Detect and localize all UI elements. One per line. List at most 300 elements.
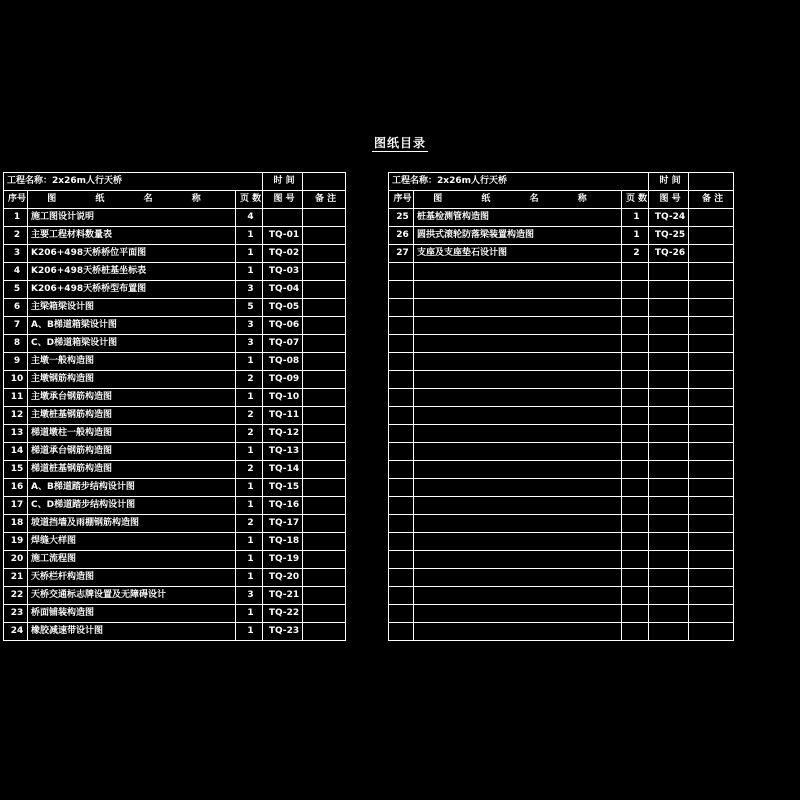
row-remarks [303,479,346,497]
row-seq [389,299,414,317]
row-drawing-no [649,623,689,641]
row-drawing-name: 主墩桩基钢筋构造图 [28,407,236,425]
row-seq [389,551,414,569]
row-drawing-name [414,335,622,353]
row-remarks [689,569,734,587]
row-pages: 1 [236,479,263,497]
row-drawing-name [414,461,622,479]
table-row [389,479,734,497]
row-pages: 1 [236,389,263,407]
row-drawing-name [414,353,622,371]
table-row [4,515,346,533]
row-drawing-no [649,533,689,551]
row-seq: 2 [4,227,28,245]
table-row [4,227,346,245]
row-seq: 16 [4,479,28,497]
table-row [389,497,734,515]
row-drawing-no [649,497,689,515]
row-pages [622,281,649,299]
table-row [4,569,346,587]
row-remarks [689,209,734,227]
row-pages: 2 [622,245,649,263]
table-row [389,407,734,425]
page-title: 图纸目录 [373,136,426,150]
table-row [4,281,346,299]
row-remarks [689,227,734,245]
row-drawing-name [414,533,622,551]
row-drawing-no [649,407,689,425]
row-seq [389,479,414,497]
row-drawing-no [649,515,689,533]
row-drawing-no [649,281,689,299]
row-drawing-name: 主墩承台钢筋构造图 [28,389,236,407]
row-remarks [689,299,734,317]
header-seq: 序号 [4,191,28,209]
row-remarks [303,569,346,587]
table-row [4,407,346,425]
row-remarks [303,353,346,371]
row-pages [622,371,649,389]
header-pages: 页 数 [236,191,263,209]
table-row [4,245,346,263]
row-remarks [303,371,346,389]
drawing-index-table-left [3,172,346,641]
row-remarks [689,317,734,335]
row-seq [389,569,414,587]
row-drawing-no [649,443,689,461]
row-remarks [303,299,346,317]
row-remarks [303,209,346,227]
row-drawing-name: 天桥交通标志牌设置及无障碍设计 [28,587,236,605]
row-drawing-no [649,299,689,317]
row-pages [622,389,649,407]
table-row [4,587,346,605]
row-pages [622,443,649,461]
row-pages: 1 [236,605,263,623]
row-drawing-no: TQ-01 [263,227,303,245]
table-row [389,245,734,263]
row-drawing-no [649,479,689,497]
row-drawing-no: TQ-08 [263,353,303,371]
row-seq [389,425,414,443]
header-pages: 页 数 [622,191,649,209]
row-pages: 4 [236,209,263,227]
table-row [389,623,734,641]
row-seq: 14 [4,443,28,461]
row-seq [389,389,414,407]
row-seq: 9 [4,353,28,371]
row-drawing-name: 支座及支座垫石设计图 [414,245,622,263]
row-drawing-name [414,497,622,515]
row-drawing-no: TQ-22 [263,605,303,623]
table-row [389,443,734,461]
row-seq [389,443,414,461]
row-seq: 24 [4,623,28,641]
row-pages: 2 [236,425,263,443]
table-body-right [389,209,734,641]
table-row [4,299,346,317]
row-remarks [689,515,734,533]
row-seq: 15 [4,461,28,479]
row-remarks [303,443,346,461]
row-seq: 27 [389,245,414,263]
row-pages [622,623,649,641]
row-seq [389,371,414,389]
row-seq [389,533,414,551]
row-drawing-no [649,605,689,623]
row-drawing-name: 施工图设计说明 [28,209,236,227]
table-row [389,263,734,281]
table-row [389,335,734,353]
row-drawing-name [414,623,622,641]
row-remarks [689,245,734,263]
header-remarks: 备 注 [689,191,734,209]
row-drawing-no [649,353,689,371]
row-pages: 1 [622,209,649,227]
row-seq [389,281,414,299]
row-remarks [303,245,346,263]
table-row [389,605,734,623]
row-pages: 1 [236,263,263,281]
row-pages: 3 [236,281,263,299]
row-remarks [303,227,346,245]
table-row [4,605,346,623]
row-remarks [303,533,346,551]
row-drawing-name: 主墩钢筋构造图 [28,371,236,389]
row-drawing-no: TQ-26 [649,245,689,263]
row-drawing-name: A、B梯道箱梁设计图 [28,317,236,335]
table-row [4,389,346,407]
table-row [389,353,734,371]
table-row [389,533,734,551]
row-seq [389,461,414,479]
table-row [4,371,346,389]
header-name: 图 纸 名 称 [414,191,622,209]
row-pages [622,407,649,425]
row-drawing-no [649,389,689,407]
row-drawing-no: TQ-05 [263,299,303,317]
row-remarks [303,623,346,641]
time-value [303,173,346,191]
row-drawing-name: C、D梯道踏步结构设计图 [28,497,236,515]
row-drawing-name: 主墩一般构造图 [28,353,236,371]
row-drawing-no: TQ-20 [263,569,303,587]
row-seq [389,263,414,281]
row-drawing-name: 桥面铺装构造图 [28,605,236,623]
row-pages [622,587,649,605]
table-row [4,461,346,479]
table-row [4,533,346,551]
row-drawing-name [414,569,622,587]
row-drawing-no: TQ-13 [263,443,303,461]
project-name: 工程名称：2x26m人行天桥 [4,173,263,191]
row-drawing-name: 焊缝大样图 [28,533,236,551]
row-remarks [303,515,346,533]
row-remarks [303,461,346,479]
row-drawing-name [414,587,622,605]
row-seq [389,587,414,605]
row-drawing-name [414,299,622,317]
time-value [689,173,734,191]
row-seq: 17 [4,497,28,515]
row-drawing-no: TQ-02 [263,245,303,263]
row-pages [622,533,649,551]
table-row [4,497,346,515]
row-drawing-no: TQ-18 [263,533,303,551]
row-pages [622,461,649,479]
row-seq [389,497,414,515]
row-drawing-no: TQ-06 [263,317,303,335]
row-pages [622,335,649,353]
project-name: 工程名称：2x26m人行天桥 [389,173,649,191]
row-pages: 1 [236,533,263,551]
row-drawing-no: TQ-19 [263,551,303,569]
row-drawing-name: 施工流程图 [28,551,236,569]
table-row [4,551,346,569]
row-seq [389,317,414,335]
row-drawing-name [414,389,622,407]
drawing-index-table-right [388,172,734,641]
row-pages: 1 [236,443,263,461]
header-drawing-no: 图 号 [649,191,689,209]
row-pages [622,479,649,497]
row-drawing-name [414,281,622,299]
row-pages: 2 [236,515,263,533]
row-remarks [689,389,734,407]
row-drawing-no [649,371,689,389]
row-drawing-no: TQ-07 [263,335,303,353]
row-remarks [689,353,734,371]
row-seq: 7 [4,317,28,335]
row-seq: 8 [4,335,28,353]
row-drawing-no: TQ-12 [263,425,303,443]
row-remarks [689,587,734,605]
row-drawing-no: TQ-09 [263,371,303,389]
row-drawing-name [414,551,622,569]
row-pages [622,263,649,281]
row-seq [389,605,414,623]
table-row [389,209,734,227]
row-drawing-no [649,551,689,569]
row-remarks [689,479,734,497]
row-seq: 26 [389,227,414,245]
row-drawing-name [414,425,622,443]
row-drawing-no: TQ-10 [263,389,303,407]
row-remarks [689,443,734,461]
time-label: 时 间 [649,173,689,191]
row-drawing-name: 坡道挡墙及雨棚钢筋构造图 [28,515,236,533]
table-row [389,515,734,533]
row-remarks [689,425,734,443]
row-drawing-no: TQ-14 [263,461,303,479]
row-drawing-no: TQ-03 [263,263,303,281]
row-drawing-no [649,317,689,335]
row-pages: 1 [236,245,263,263]
row-drawing-name: K206+498天桥桥型布置图 [28,281,236,299]
table-row [4,209,346,227]
row-seq: 19 [4,533,28,551]
row-seq [389,623,414,641]
row-drawing-no [649,335,689,353]
row-pages: 1 [236,569,263,587]
row-remarks [303,407,346,425]
row-drawing-name: 梯道墩柱一般构造图 [28,425,236,443]
header-seq: 序号 [389,191,414,209]
table-row [389,551,734,569]
table-row [389,317,734,335]
row-drawing-name [414,605,622,623]
row-pages: 1 [236,227,263,245]
row-remarks [689,407,734,425]
row-pages: 1 [236,497,263,515]
row-seq: 21 [4,569,28,587]
row-remarks [303,425,346,443]
row-remarks [689,263,734,281]
table-row [4,335,346,353]
row-drawing-no [649,587,689,605]
row-remarks [303,551,346,569]
row-remarks [689,335,734,353]
row-pages [622,425,649,443]
row-pages: 2 [236,461,263,479]
table-row [4,353,346,371]
row-drawing-name: K206+498天桥桥位平面图 [28,245,236,263]
table-row [4,263,346,281]
row-drawing-name: 主要工程材料数量表 [28,227,236,245]
row-seq: 13 [4,425,28,443]
row-drawing-name [414,263,622,281]
row-pages: 3 [236,335,263,353]
row-seq: 18 [4,515,28,533]
table-row [389,227,734,245]
row-drawing-name: C、D梯道箱梁设计图 [28,335,236,353]
row-remarks [689,551,734,569]
row-seq: 11 [4,389,28,407]
table-row [4,443,346,461]
row-remarks [303,497,346,515]
row-drawing-name: 橡胶减速带设计图 [28,623,236,641]
row-remarks [303,335,346,353]
table-row [4,479,346,497]
row-drawing-no: TQ-15 [263,479,303,497]
row-pages: 1 [622,227,649,245]
row-seq [389,515,414,533]
row-pages: 3 [236,317,263,335]
row-pages: 1 [236,551,263,569]
row-pages [622,299,649,317]
row-seq: 10 [4,371,28,389]
header-drawing-no: 图 号 [263,191,303,209]
row-seq: 1 [4,209,28,227]
row-remarks [689,371,734,389]
table-row [389,425,734,443]
row-remarks [689,461,734,479]
row-drawing-name: 桩基检测管构造图 [414,209,622,227]
row-remarks [689,281,734,299]
row-seq: 5 [4,281,28,299]
row-drawing-no: TQ-24 [649,209,689,227]
row-pages [622,551,649,569]
row-remarks [303,317,346,335]
row-seq: 23 [4,605,28,623]
row-seq: 20 [4,551,28,569]
row-remarks [689,605,734,623]
table-row [389,389,734,407]
row-drawing-name: 主梁箱梁设计图 [28,299,236,317]
table-row [389,569,734,587]
table-body-left [4,209,346,641]
row-seq: 6 [4,299,28,317]
row-pages: 2 [236,371,263,389]
row-drawing-name [414,317,622,335]
row-pages [622,497,649,515]
row-seq: 22 [4,587,28,605]
row-drawing-no: TQ-23 [263,623,303,641]
row-seq [389,353,414,371]
row-drawing-name: A、B梯道踏步结构设计图 [28,479,236,497]
row-drawing-no [649,425,689,443]
row-pages: 1 [236,623,263,641]
row-drawing-no: TQ-04 [263,281,303,299]
header-remarks: 备 注 [303,191,346,209]
row-remarks [303,587,346,605]
row-drawing-no [649,263,689,281]
row-drawing-no: TQ-21 [263,587,303,605]
row-remarks [689,497,734,515]
row-drawing-name: 梯道桩基钢筋构造图 [28,461,236,479]
row-remarks [689,623,734,641]
row-seq: 12 [4,407,28,425]
row-drawing-name: K206+498天桥桩基坐标表 [28,263,236,281]
row-drawing-name [414,515,622,533]
row-pages: 3 [236,587,263,605]
row-seq: 3 [4,245,28,263]
row-drawing-name [414,443,622,461]
table-row [389,461,734,479]
header-name: 图 纸 名 称 [28,191,236,209]
row-drawing-name: 天桥栏杆构造图 [28,569,236,587]
row-drawing-no: TQ-17 [263,515,303,533]
row-pages: 5 [236,299,263,317]
row-pages [622,515,649,533]
row-remarks [303,389,346,407]
table-row [389,371,734,389]
row-pages [622,353,649,371]
row-remarks [303,605,346,623]
row-drawing-no: TQ-16 [263,497,303,515]
row-pages: 2 [236,407,263,425]
row-seq [389,407,414,425]
row-drawing-name: 圆拱式滚轮防落梁装置构造图 [414,227,622,245]
row-remarks [689,533,734,551]
table-row [4,425,346,443]
row-pages [622,605,649,623]
row-drawing-name [414,479,622,497]
row-drawing-no [263,209,303,227]
row-drawing-name [414,371,622,389]
row-pages [622,317,649,335]
row-pages [622,569,649,587]
row-remarks [303,263,346,281]
row-remarks [303,281,346,299]
row-pages: 1 [236,353,263,371]
row-drawing-no [649,461,689,479]
table-row [389,281,734,299]
time-label: 时 间 [263,173,303,191]
row-seq [389,335,414,353]
row-seq: 4 [4,263,28,281]
row-drawing-no: TQ-11 [263,407,303,425]
